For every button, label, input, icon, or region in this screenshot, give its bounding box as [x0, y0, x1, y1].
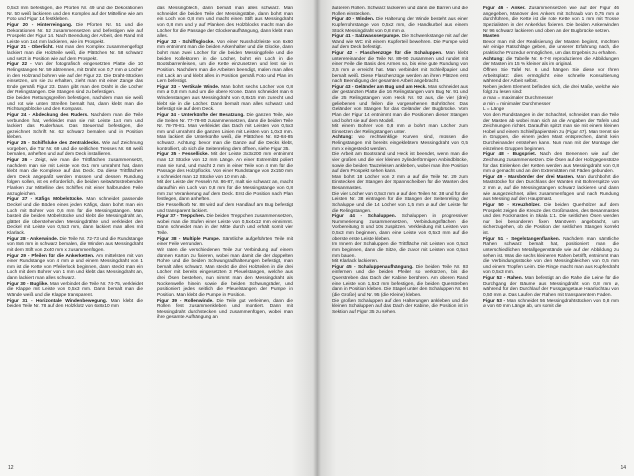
figure-heading: Achtung: — [483, 56, 504, 62]
paragraph — [7, 6, 143, 23]
paragraph-text: Schaluppen in progressiver Nummerierung zusammensetzen, Verbindungsflächen die Vorbereitung S und 10s zuspitzen. Verkleidung mit Leisten von 0,5x3 mm beginnen, dann eine Leiste von 0,5x3 mm auf die oberste erste Leiste kleben. — [332, 214, 468, 242]
paragraph-text: Man bohrt 18 Löcher von 2 mm ø auf die Teile Nr. 29 zum Einstecken der Stangen der Spannscheiben für die Wanten des Besanmastes. — [332, 174, 468, 191]
paragraph-text: Die Pforten Nr. 51 und die Dekorationen Nr. 52 zusammensetzen und befestigen wie auf Prospekt der Figur 14. Nach Beendung der Arbeit, den Rand mit Leiste von 1x4 mm lackieren, wie im Prospekt. — [7, 22, 143, 45]
paragraph-text: Hat man den Komplex zusammengefügt lackiert man die Holzteile weiß, die Plättchen Nr. 58 schwarz und setzt in Position wie auf dem Prospekt. — [7, 45, 143, 62]
paragraph — [7, 23, 143, 46]
figure-heading: Figur 28 - Ankerwinde. — [7, 236, 59, 242]
paragraph-text: Die Schwenkstange mit auf der Wand wie WC mit einem Kupferteil bewehren. Die Pumpe wird auf dem Deck befestigt. — [332, 34, 468, 51]
figure-heading: Figur 24 - Abdeckung des Ruders. — [7, 112, 89, 118]
figure-heading: Figur 52 - Rahen. — [483, 276, 523, 281]
figure-heading: Figur 25 - Schiffsluke des Zentraldecks. — [7, 141, 100, 146]
left-page-column-1 — [7, 6, 143, 458]
right-page — [317, 0, 634, 476]
figure-heading: Achtung: — [332, 135, 353, 141]
figure-heading: Figur 42 - Flaschenzüge für die Schaluppen. — [332, 51, 443, 56]
paragraph-text: Mit einem Bohrer von 0,8 mm ø bohrt man Löcher zum Einsetzen der Relingstangen unter. — [332, 124, 468, 135]
paragraph — [7, 282, 143, 299]
paragraph — [483, 299, 619, 310]
paragraph — [157, 113, 293, 152]
paragraph-text: Von einer Nussholzleiste von 6x60 mm entnimmt man die beiden Arkenhalter und die Glocke, dann bohrt man zwei Löcher für die beiden Messingpfeile und die beiden Kollektoren in die Löcher, bohrt ein Loch in die Bootsbarrenleisen, um die Kette einzusetzen und lest sie in Position. Nachdem man die Arbeiten beendigt, malen man alles mit Lack an und klebt alles in Position gemäß Foto und Plan im Lern befestigt. — [157, 39, 293, 85]
paragraph — [157, 180, 293, 203]
figure-heading: Figur 35 - Fessellicke. — [157, 152, 209, 158]
paragraph-text: Neben jedem Element befinden sich, die drei Maße, welche wie folgt zu lesen sind: — [483, 84, 619, 96]
paragraph-text: Zusammensetzen wie auf der Figur 46 angegeben, Manöver des Ankers mit Schraub von 0,75 mm ø durchführen, die Kette ist die rote Kette von 1 mm mit Trosse Spezialisten in der Ankerklus fixieren. Die beiden Ankerwinden Nr 96 schwarz lackieren und oben an der Bugbrücke setzen. — [483, 6, 619, 34]
figure-heading: Figur 21 - Oberlicht. — [7, 45, 54, 51]
paragraph-text: Von der fotografisch eingesetzten Platte die 10 Relingstangen Nr. 59 abtrennen, mit Draht von 0,7 mm ø Löcher in den Holzrand bohren wie auf der Figur 22. Die Draht-Stücken einsetzen, um sie zu erhalten, zieht man mit einer Zange das Ende gemäß Figur 23. Dann gibt man den Draht in die Löcher der Relingstangen. Die Stangen sind zu befestigen. — [7, 62, 143, 96]
paragraph-text: Man befestigt an die Rahe die Leine für die Durchgang der Bäume aus Messingdraht von 0,8 mm ø, während für den Durchlauf der Fussgangetaue Haarlochtau von 0,50 mm ø. Das Laufen der Rahen mit transparentem Faden. — [483, 276, 619, 298]
paragraph-text: das Messingblech, dann bemalt man alles schwarz. Man schneidet die beiden Teile der Messingstäbe, dann bohrt man ein Loch von 0,8 mm und macht einen Stift aus Messingdraht von 0,8 mm und y auf Planken des Holzblocks macht man die Löcher für die Passage der Glockenaufhängung, dann klebt man alles. — [157, 6, 293, 40]
paragraph-text: Die vier Löcher von 0,5x3 mm ø auf den Teilen Nr. 38 und für die Leisten Nr. 38 eintragen für die Stangen der Seitenreling der Schaluppe und die 14 Löcher von 1,5 mm ø auf der Leiste für die Relingstangen. — [332, 191, 468, 214]
paragraph-text: 0,5x3 mm befestigen, die Pforten Nr. 49 und die Dekorationen Nr. 50 weiß lackieren und den Komplex auf der Mittelline wie am Foto und Figur 14 festkleben. — [7, 6, 143, 23]
paragraph — [157, 203, 293, 214]
paragraph — [157, 248, 293, 299]
paragraph — [483, 113, 619, 152]
figure-heading: Figur 31 - Horizontale Windenbewegung. — [7, 298, 108, 304]
paragraph — [332, 192, 468, 215]
paragraph-text: Man bohrt sechs Löcher von 0,8 mm ø 0,8 mm rund um die obere Krone. Dann schneidet man 6 Windenstangen aus Messingdraht von 0,8x15 mm zurecht und klebt sie in die Löcher. Dann bemalt man alles schwarz und befestigt sie auf dem Deck. — [157, 84, 293, 113]
paragraph — [7, 299, 143, 310]
paragraph — [157, 299, 293, 322]
figure-heading: Figur 48 - Bugspriet. — [483, 152, 537, 158]
paragraph — [7, 158, 143, 197]
paragraph-text: Mit Klarlack lackieren. — [332, 259, 379, 265]
paragraph — [332, 124, 468, 135]
figure-heading: Figur 44 - Schaluppen. — [332, 214, 397, 220]
paragraph — [157, 152, 293, 180]
figure-heading: Figur 39 - Rollenwinde. — [157, 298, 214, 304]
paragraph-text: äußeren Rollen. Schwarz lackieren und dann die Barren und die Rollen einstecken. — [332, 6, 468, 17]
paragraph — [7, 254, 143, 282]
paragraph — [7, 62, 143, 96]
paragraph — [332, 135, 468, 152]
figure-heading: Figur 33 - Vertikale Winde. — [157, 84, 220, 90]
paragraph — [483, 152, 619, 175]
paragraph — [332, 85, 468, 124]
paragraph-text: ø min = minimaler Durchmesser — [483, 101, 551, 107]
paragraph — [157, 214, 293, 237]
figure-heading: Figur 22 - — [7, 62, 32, 68]
page-number-left: 12 — [8, 465, 14, 471]
paragraph — [483, 203, 619, 237]
paragraph-text: Von den Rundstangen in der Schachtel, schneidet man die Teile der Masten ab wobei man sich an die Angaben der Tafeln und Zeichnungen richtet. Daraufhin spitzt man sie mit einem kleinen Hobel und einem Schleifpapierstein zu (Figur 47). Man trennt sie in Gruppen, die einem jeden Mast entsprechen, damit kein Durcheinander entstehen kann. Nun man mit der Montage der einzelnen Gruppen beginnen. — [483, 112, 619, 152]
left-page-column-2 — [157, 6, 293, 458]
figure-heading: Figur 43 - Geländer am Bug und am Heck. — [332, 84, 427, 90]
paragraph — [7, 113, 143, 141]
paragraph-text: die Tabelle Nr. 6-7-8 reproduzieren die Abbildungen der Masten im 15 % kleiner als im original. — [483, 56, 619, 68]
paragraph-text: Nachdem man sämtliche Rahen schwarz bemalt hat, positioniert man die unterschiedlichen Metallgegenstände wie auf der Abbildung zu sehen ist. Was die sechs kleineren Rahen betrifft, entnimmt man die Verbindungsstücke von den Messingbleichen von 0,5 mm und einem Tropfen Leim. Die Ringe macht man aus Kupferdraht von 0,5x3 mm. — [483, 236, 619, 276]
paragraph-text: Mit der Leiste 3x3x200 mm entnimmt man 12 Stücke von 12 mm Länge. An einer Extremität poliert man sie rund, und macht 2 mm in einer Teile von 4 mm für die Passage des Holzpflocks. Von einer Rundstange von 2x150 mm x schneidet man 12 Stücke von 10 mm ab. — [157, 152, 293, 180]
figure-heading: Figur 38 - Multiple Pumpe. — [157, 236, 221, 242]
figure-heading: Figur 32 - Schiffsglocke. — [157, 39, 215, 45]
paragraph — [332, 242, 468, 259]
paragraph — [332, 214, 468, 242]
paragraph — [332, 299, 468, 316]
paragraph — [332, 17, 468, 34]
figure-heading: Figur 49 - Marsbörder der drei Masten. — [483, 174, 575, 180]
paragraph — [332, 34, 468, 51]
right-page-column-1 — [332, 6, 468, 458]
paragraph-text: Die Halterung der Winde besteht aus einer Kupferrohrstange von 0,5x2 mm, die Handkurbel aus einem Stück Messingdraht von 0,8 mm ø. — [332, 17, 468, 34]
figure-heading: Figur 51 - Segelstangenflanken. — [483, 236, 560, 242]
paragraph-text: Die ganzen Teile, wie die Seiten Nr. 77-78-80 zusammensetzen, dann die beiden Teile Nr. 78-79-81. Man verkleidet das Dach mit Leisten von 0,5x3 mm und umrahmt die ganzen Linien mit Leisten von 1,0x3 mm. Man lackiert die Unterkünfte weiß, die Plättchen Nr. 82-84-85 schwarz. Achtung: bevor man die Ganze auf die Decks klebt, kontrolliert, ob sich die Seitenreling dem öffnen, siehe Figur 35. — [157, 112, 293, 152]
paragraph — [157, 237, 293, 248]
paragraph-text: Man durchbohrt die Maststöcke für den Durchlass der Wanten mit Bohrerspitze von 2 mm ø, auf die Messingstangen schwarz lackieren und dann wie ausgezeichnet, alles zusammenfügen und nach Rundung aus Messing auf den Hauptmast. — [483, 174, 619, 203]
figure-heading: Figur 40 - Winden. — [332, 17, 375, 23]
paragraph-text: Die Teile Nr. 72-73 und die Rundstange von 8x6 mm in schwarz bemalen, die Winden aus Messingdraht mit dem Stift von 2x40 mm x zusammenfügen. — [7, 236, 143, 253]
paragraph — [483, 68, 619, 85]
paragraph-text: Man schneidet aus der gestanzten Platte die 16 Relingstangen vom Bug Nr. 91 und die 25 Relingstangen vom Heck Nr. 92 aus, die vier (drei) geliebenen und feilen die vorgesehenen Bohrlöcher. Das Geländer von Stangen für das Geländer der Bugbrücke. Vom Plan der Figur 14 entnimmt man die Positionen dieser Stangen und bohrt sie auf dem Modell. — [332, 84, 468, 124]
right-page-column-2 — [483, 6, 619, 458]
paragraph — [157, 40, 293, 85]
paragraph-text: Zeigt, wie man die Trittflächen zusammensetzt, nachdem man sie mit Leiste von 0x1 mm umrahmt hat, dann klebt man die Komplexe auf das Deck. Da diese Trittflächen dem Deck angepaßt werden müssen und dessen Rundung folgen sollen, ist es erforderlich, die beiden seitwärtsstrebenden Flanken zur Mittelline des Schiffes mit einer halbrunden Feile anzugleichen. — [7, 157, 143, 197]
paragraph — [483, 40, 619, 57]
paragraph — [483, 276, 619, 299]
paragraph-text: Öffnen Sie Tafel Nr. 6 und hängen Sie diese vor Ihren Arbeitsplatz: dies ermöglicht eine schnelle Konsultierung während der Arbeit selbst. — [483, 67, 619, 85]
figure-heading: Figur 20 - Hinterreingang. — [7, 22, 73, 28]
paragraph — [332, 6, 468, 17]
paragraph-text: Nach den Benennen wie auf der Zeichnung zusammensetzen. Die Ösen auf der Holzgegenstütze für das Einlenken der Ketten werden aus Messingdraht von 0,8 mm ø gemacht und an den Extremitäten mit Fäden gebunden. — [483, 152, 619, 175]
paragraph-text: Die Arbeit am Bootsrand und Heck ist beendet, wenn man die vier großen und die vier kleinen zylinderförmigen Anbindblöcke, sowie die beiden Tauzeleisen ankleben, wobei man ihre Position auf dem Prospekt sehen kann. — [332, 152, 468, 175]
paragraph — [7, 141, 143, 158]
paragraph-text: Die beiden Teile Nr. 93 einfernen und die beiden Pfeiler so verkürzen, bis die Querstreben das Dach der Kabine berühren. Am oberen Rand eine Leiste von 1,5x3 mm befestigen, die beiden Querstreben dann in Position kleben. Die Stapel unter den Schaluppen Nr. 94 (die Große) und Nr. 95 (die Kleine) kleben. — [332, 264, 468, 298]
paragraph — [332, 152, 468, 175]
figure-heading: Figur 30 - Buglike. — [7, 281, 49, 287]
figure-heading: Figur 26 - — [7, 157, 32, 163]
paragraph — [483, 6, 619, 34]
book-gutter — [313, 0, 321, 476]
paragraph-text: Sämtliche aufgeführten Teile mit einer Feile verrunden. — [157, 236, 293, 248]
paragraph — [483, 175, 619, 203]
paragraph — [332, 51, 468, 85]
figure-heading: Figur 41 - Salzwassserpumpe. — [332, 34, 401, 40]
paragraph-text: Man verbindet die Teile Nr. 74-75, verkleidet die Klappe mit Leiste von 0,5x3 mm. Dann bemalt man die Wände weiß und die Klappe transparent. — [7, 281, 143, 298]
paragraph-text: Die beiden Rettungsgreifen befestigen, nachdem man sie weiß und rot wie unten Streifen bemalt hat, dann klebt man die Richtungsblöcke und den Kompass. — [7, 96, 143, 113]
figure-heading: Figur 53 - — [483, 298, 506, 304]
paragraph-text: Mit der Leiste der Fesseln Nr. 86-87, malt sie schwarz an, macht daraufhin ein Loch von 0,8 mm für die Messingstange von 0,8 mm zur Verankerung auf dem Deck. Erst die Position nach Plan festlegen, dann anheften. — [157, 180, 293, 203]
paragraph — [483, 85, 619, 96]
figure-heading: Figur 34 - Unterkünfte der Besatzung. — [157, 112, 245, 118]
paragraph-text: L = Länge — [483, 107, 505, 113]
figure-heading: Figur 45 - Schaluppenaufhängung. — [332, 264, 414, 270]
paragraph — [483, 237, 619, 276]
paragraph-text: Bevor man mit der Realisierung der Masten beginnt, möchten wir einige Ratschläge geben, die unserer Erfahrung nach, die praktische Prozedur ermöglichen, um das Ergebnis zu erhalten. — [483, 39, 619, 56]
paragraph — [332, 265, 468, 299]
paragraph — [157, 85, 293, 113]
figure-heading: Figur 46 - Anker. — [483, 6, 526, 11]
paragraph-text: Nachdem man die Teile verbunden hat, verkleidet man sie mit Leiste 1x4 mm und lackiert das Ruderhaus. Das Steuerrad befestigen, die gezeichnet Schrift Nr. 62 schwarz bemalen und in Position kleben. — [7, 112, 143, 141]
figure-heading: Figur 37 - Treppchen. — [157, 214, 206, 220]
paragraph — [332, 175, 468, 192]
paragraph-text: Wir raten die verschiedenen Teile zur Verbindung auf einem dünnen Karton zu fixieren, wobei man damit die der doppelten Rohre und die beiden Schwungradhalterungen befestigt, man bemalt alles schwarz. Man steckt die drei Holzteilen in die drei Löcher mit bereits eingesetzten 3 Pleuelstangen, welche aus drei Ösen bestehen, nun nimmt man den Messingdraht als Nockenwelle hinein sowie die beiden Schwungräder, und positioniert jedes seitlich die Pleuelstangen der Pumpe in Position. Man klebt die Pumpe in Position. — [157, 247, 293, 298]
figure-heading: Figur 29 - Pfeilen für die Ankerketten. — [7, 253, 95, 259]
paragraph-text: Die beiden Treppchen zusammensetzen, wobei man die Stufen einer Leiste von 0,5x4x12 mm einnimmt. Dann schneidet man in der Mitte durch und erhält somit vier Teile. — [157, 214, 293, 236]
paragraph-text: ø max = maximaler Durchmesser — [483, 96, 554, 101]
paragraph-text: Wie auf Zeichnung vorgeben, die Tür Nr. 69 und die seitlichen Tresses Nr. 68 weiß bemalen, anheften und auf dem Deck installieren. — [7, 141, 143, 158]
paragraph — [483, 57, 619, 68]
figure-heading: Figur 50 - Kreuzhölzer. — [483, 202, 541, 208]
paragraph-text: Im Innern der Schaluppen die Trittfläche mit Leisten von 0,5x3 mm beginnen, dann die Sitze, die zuvor mit Leisten von 0,5x4 mm bauen. — [332, 242, 468, 259]
paragraph-text: Die Teile gut verleimen, dann die Rollen fest zusammenkleben und montiert. Dann mit Messingdraht durchstecken und zusammenfügen, wobei man ihre gesamte Aufhängung an — [157, 298, 293, 321]
paragraph-text: Die großen Schaluppen auf den Halterungen ankleben und die kleinen Schaluppen auf das Dach der Kabine, die Position ist in Sektion auf Figur 35 zu sehen. — [332, 298, 468, 315]
paragraph — [7, 197, 143, 236]
paragraph-text: Man schneidet passende Deckel und die Böden eines jeden Käfigs, dann bohrt man ein Loch mit Bohrer von 0,6 mm für die Messingstangen. Man basteit die beiden Möbelstücke und klebt die Messingdraht an, glättet die überstehenden Messingdrähte und verkleidet den Deckel mit Leiste von 0,5x3 mm, dann lackiert man alles mit Klarlack. — [7, 197, 143, 236]
figure-heading: Figur 27 - Käfigs Möbelstücke. — [7, 197, 84, 203]
paragraph-text: Man schneidet 56 Messingdrahtstücken von 0,8 mm ø von 60 mm Länge ab, um somit die — [483, 298, 619, 310]
paragraph-text: Man klebt unterereinander die Teile Nr. 89-90 zusammen und rundet mit einer Feile die Basis des Armes so, bis eine gute Rundung von 3,5 mm ø erreicht hat. Man verbindet mit Schleifpapier und bemalt weiß. Diese Flaschenzüge werden an ihren Plätzen erst nach Beendigung der gesamten Arbeit angebracht. — [332, 51, 468, 85]
paragraph-text: Die Fessellkorb Nr. 88 wird auf dem Handlauf am Bug befestigt und transparent lackiert. — [157, 202, 293, 214]
paragraph — [7, 45, 143, 62]
paragraph-text: Man klebt die beiden Teile Nr. 78 auf den Holzklotz von 6x8x10 mm — [7, 298, 143, 310]
paragraph — [7, 237, 143, 254]
paragraph-text: Die beiden Querhölzer auf dem Prospekt zeigen die Kreuze des Großmastes, des Besanmastes und des Fockmastes in Skala 1:1. Die seitlichen Ösen werden nur bei besonderen fixen Manövern angebracht, um sicherzugehen, ob die Position der seitlichen Stangen korrekt ist. — [483, 202, 619, 236]
paragraph-text: Am mittelsten mit von einer Rundstange von 4 mm ø und einem Messingdraht von 1 mm ist die Kette von Pfeilerlock beginnen, dann steckt man ein Loch mit dem Bohrer von 1 mm und klebt das Messingdraht an, dann lackiert man alles schwarz. — [7, 253, 143, 281]
section-heading: Masten — [483, 34, 500, 40]
paragraph — [7, 96, 143, 113]
paragraph — [157, 6, 293, 40]
page-number-right: 14 — [620, 465, 626, 471]
paragraph-text: wo rechtwinklige Kurven sind, müssen die Relingstangen mit bereits eingeklebtem Messingdraht von 0,5 mm x eingesteckt werden. — [332, 135, 468, 152]
